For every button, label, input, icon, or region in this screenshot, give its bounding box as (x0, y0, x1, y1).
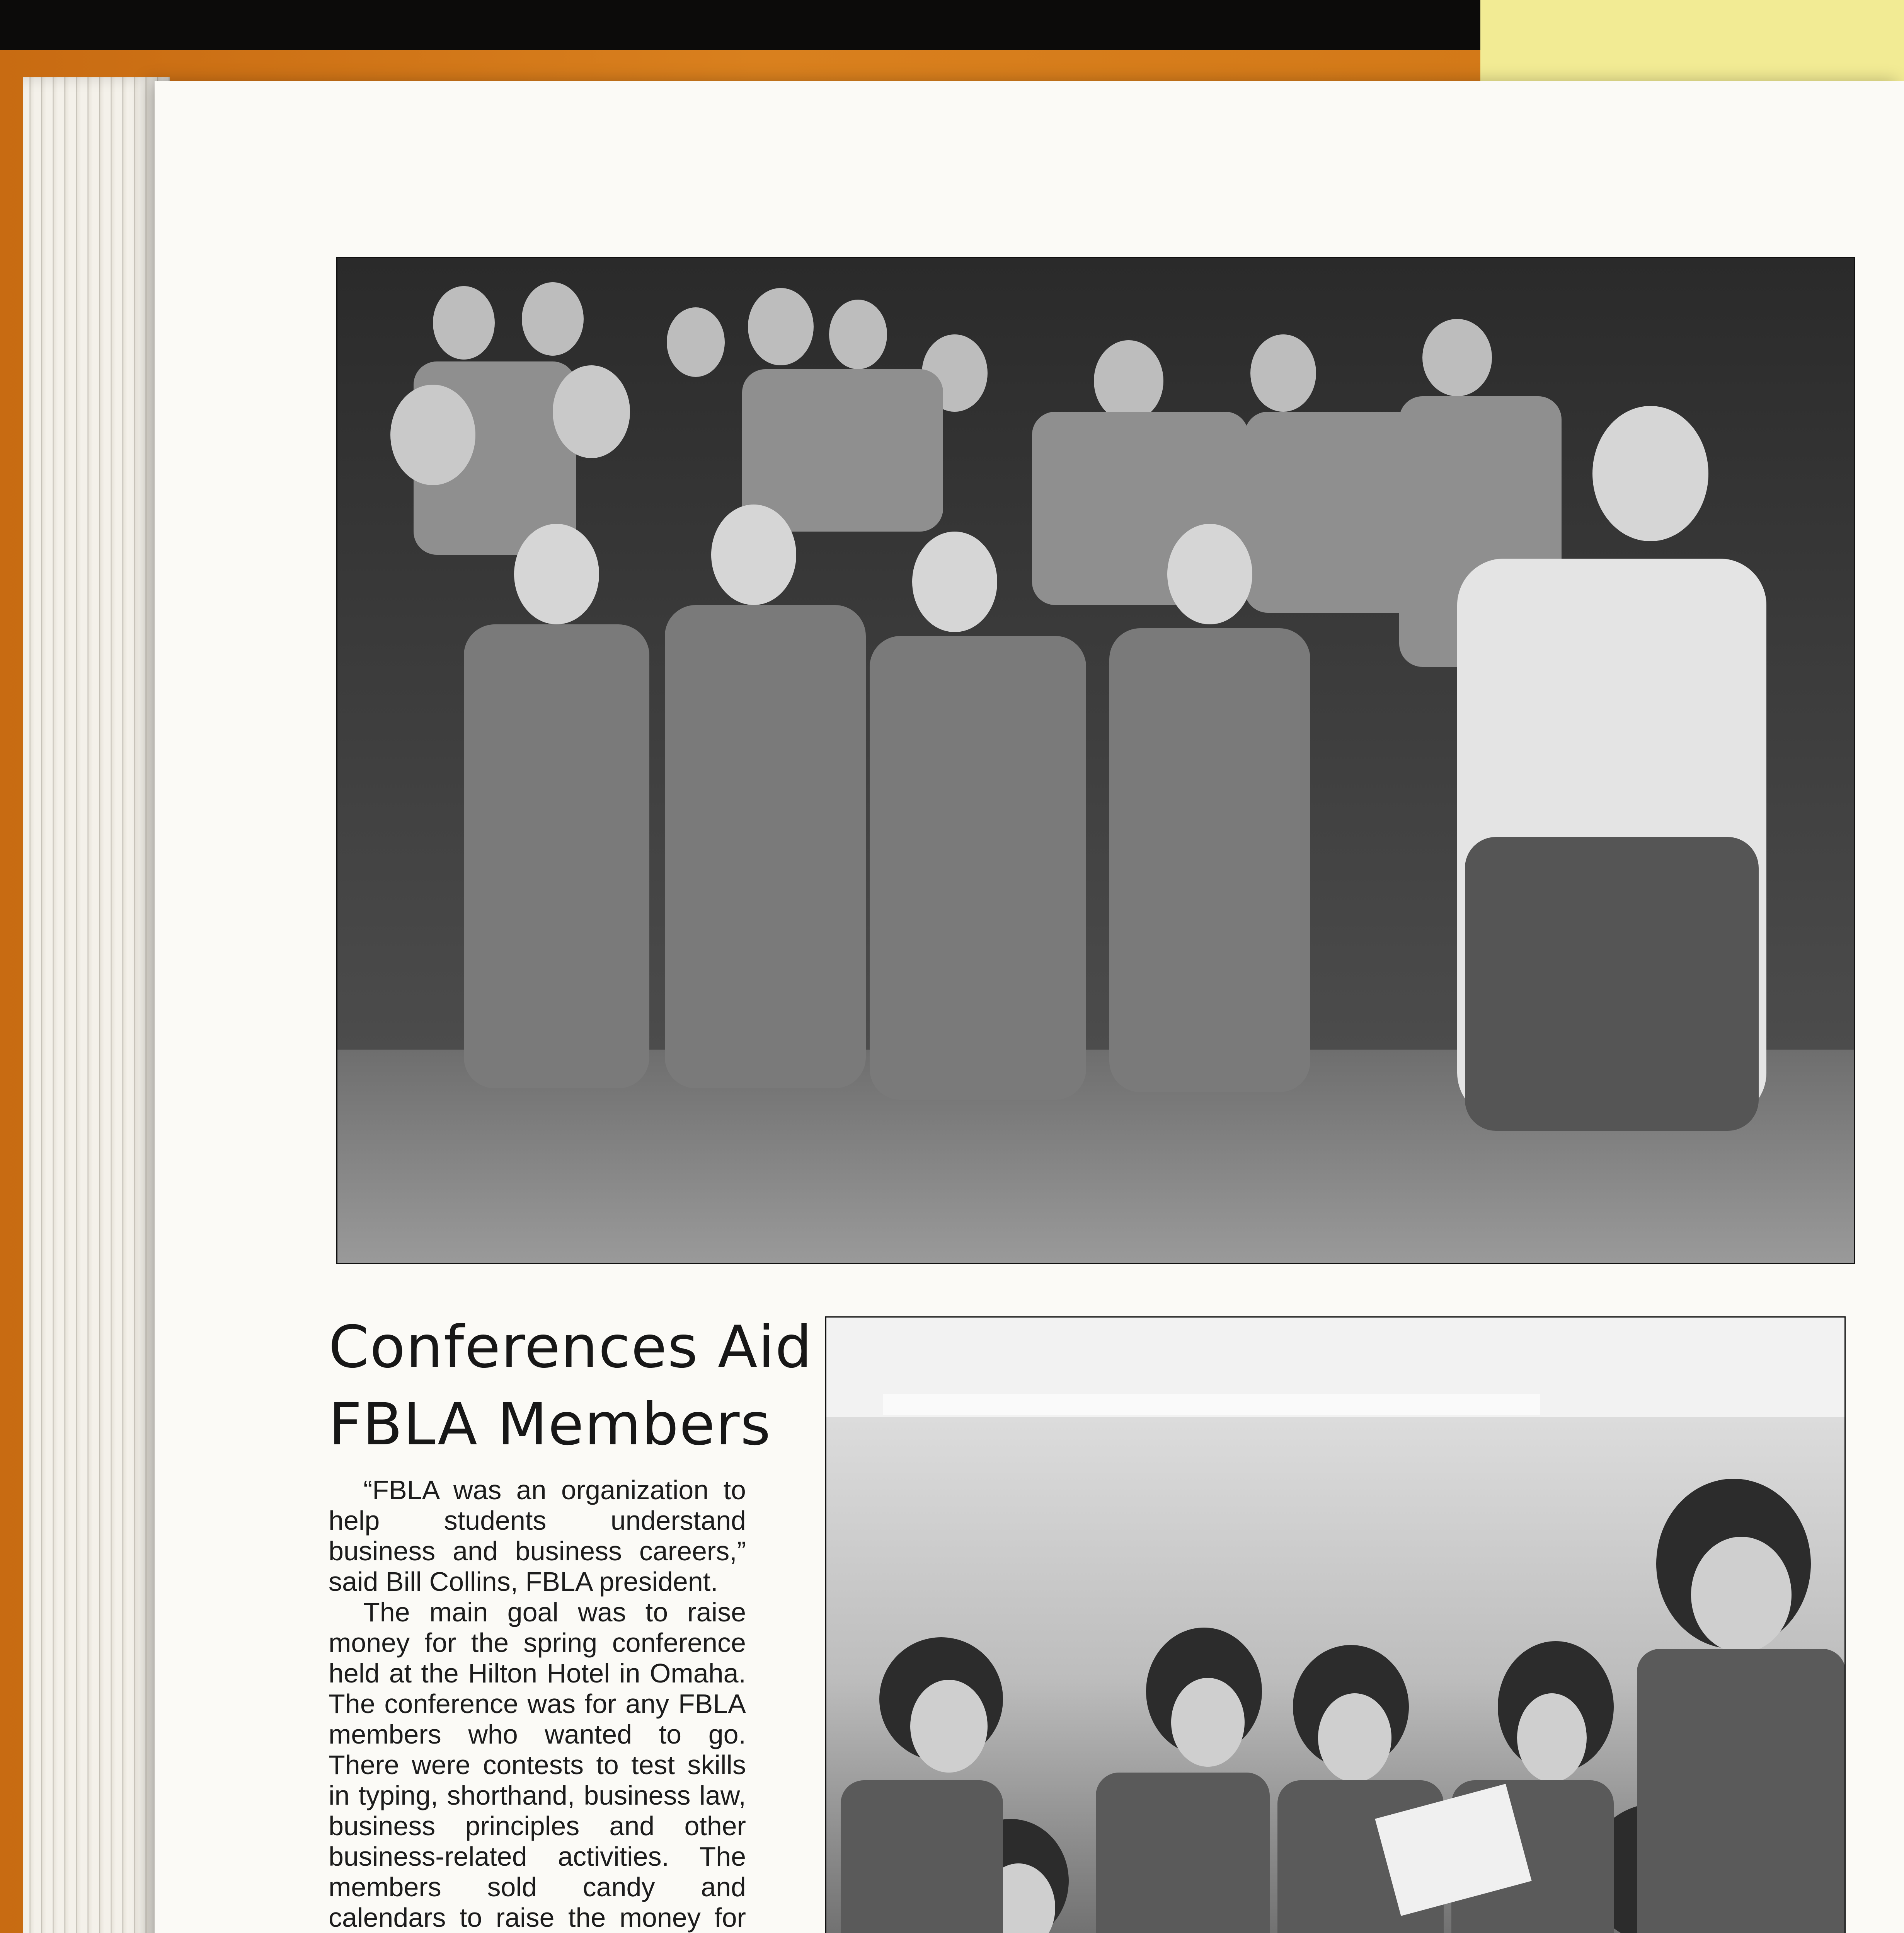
article-paragraph: “FBLA was an organization to help students understand business and business careers,” said Bill Collins, FBLA president. (329, 1475, 746, 1597)
meeting-photo-image (825, 1316, 1846, 1933)
group-photo-picnic (336, 257, 1855, 1264)
article-body (329, 1475, 746, 1933)
article-paragraph: The main goal was to raise money for the spring conference held at the Hilton Hotel in Omaha. The conference was for any FBLA members who wanted to go. There were contests to test skills in typing, shorthand, business law, business principles and other business-related activities. The members sold candy and calendars to raise the money for (329, 1597, 746, 1933)
sticky-note (1480, 0, 1904, 93)
page-edges (23, 77, 170, 1933)
article-headline (329, 1309, 831, 1463)
headline-line-1: Conferences Aid (329, 1314, 813, 1381)
headline-line-2: FBLA Members (329, 1391, 771, 1458)
group-photo-picnic-image (336, 257, 1855, 1264)
meeting-photo (825, 1316, 1846, 1933)
